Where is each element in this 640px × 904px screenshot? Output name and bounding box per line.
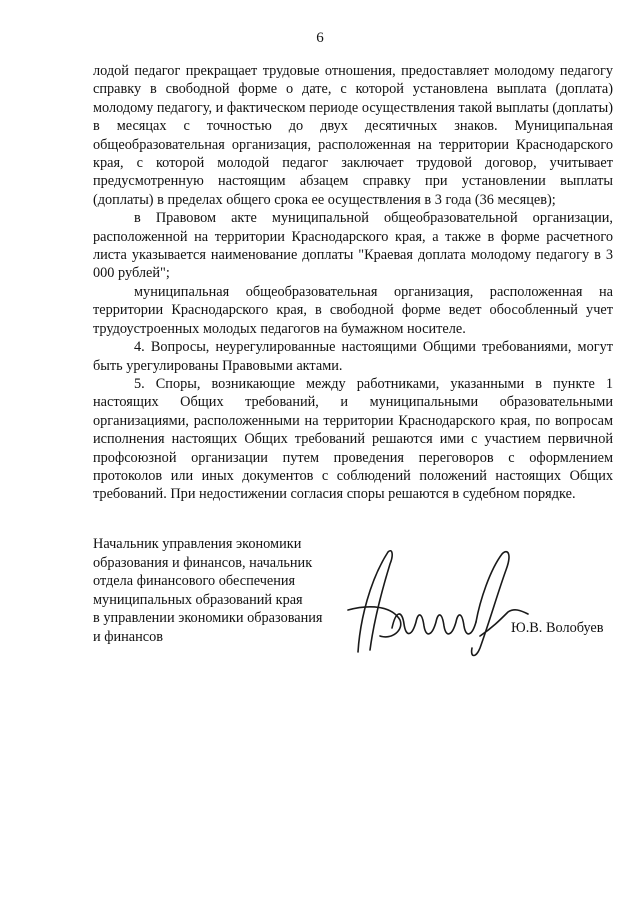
document-body xyxy=(93,62,613,504)
signatory-title-line: отдела финансового обеспечения xyxy=(93,573,296,590)
signatory-title xyxy=(93,535,348,647)
signatory-title-line: и финансов xyxy=(93,628,164,645)
signatory-title-line: Начальник управления экономики xyxy=(93,536,302,552)
signatory-title-line: муниципальных образований края xyxy=(93,591,303,608)
paragraph-item-5: 5. Споры, возникающие между работниками, указанными в пункте 1 настоящих Общих требований, и муниципальными образовательными организациями, расположенными на территории Краснодарского края, по вопросам исполнения настоящих Общих требований решаются ими с участием первичной профсоюзной организации путем проведения переговоров с оформлением протоколов или иных документов с соблюдений положений настоящих Общих требований. При недостижении согласия споры решаются в судебном порядке. xyxy=(93,375,613,503)
signer-name: Ю.В. Волобуев xyxy=(511,620,604,636)
paragraph-separate-accounting: муниципальная общеобразовательная организация, расположенная на территории Краснодарского края, в свободной форме ведет обособленный учет трудоустроенных молодых педагогов на бумажном носителе. xyxy=(93,283,613,337)
paragraph-item-4: 4. Вопросы, неурегулированные настоящими Общими требованиями, могут быть урегулированы Правовыми актами. xyxy=(93,339,613,374)
signatory-title-line: образования и финансов, начальник xyxy=(93,554,313,571)
paragraph-legal-act: в Правовом акте муниципальной общеобразовательной организации, расположенной на территории Краснодарского края, а также в форме расчетного листа указывается наименование доплаты "Краевая доплата молодому педагогу в 3 000 рублей"; xyxy=(93,210,613,282)
handwritten-signature xyxy=(330,540,550,670)
paragraph-continuation: лодой педагог прекращает трудовые отношения, предоставляет молодому педагогу справку в свободной форме о дате, с которой установлена выплата (доплата) молодому педагогу, и фактическом периоде осуществления такой выплаты (доплаты) в месяцах с точностью до двух десятичных знаков. Муниципальная общеобразовательная организация, расположенная на территории Краснодарского края, с которой молодой педагог заключает трудовой договор, учитывает предусмотренную настоящим абзацем справку при установлении выплаты (доплаты) в пределах общего срока ее осуществления в 3 года (36 месяцев); xyxy=(93,63,613,208)
signatory-title-line: в управлении экономики образования xyxy=(93,610,323,627)
page-number: 6 xyxy=(316,30,324,46)
